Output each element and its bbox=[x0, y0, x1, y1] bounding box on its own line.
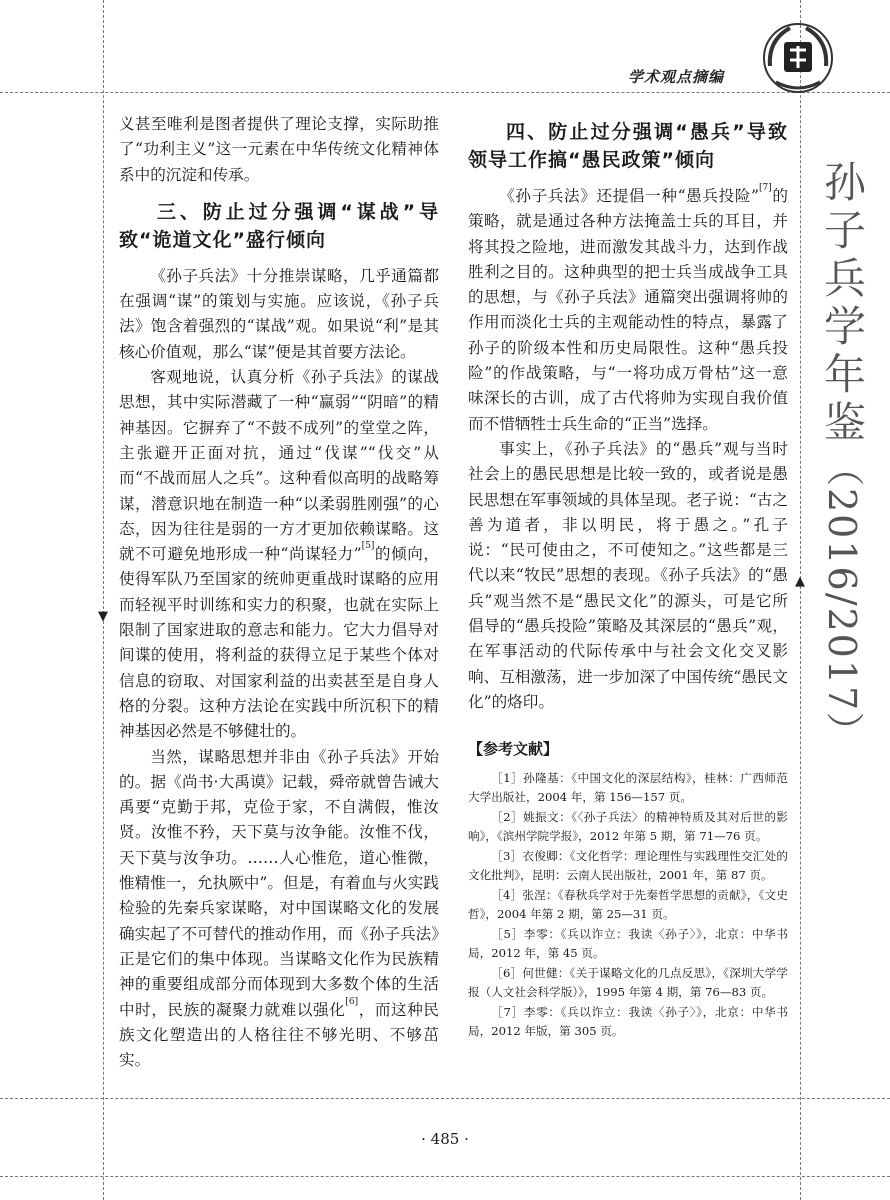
section-heading-3: 三、防止过分强调“谋战”导致“诡道文化”盛行倾向 bbox=[119, 200, 439, 251]
right-column bbox=[468, 118, 788, 1042]
citation-mark: [5] bbox=[361, 541, 375, 552]
paragraph bbox=[119, 365, 439, 744]
paragraph-text: 《孙子兵法》还提倡一种“愚兵投险” bbox=[499, 187, 760, 205]
reference-item: ［2］姚振文：《〈孙子兵法〉的精神特质及其对后世的影响》，《滨州学院学报》，2012 年第 5 期，第 71—76 页。 bbox=[468, 809, 788, 844]
reference-item: ［3］衣俊卿：《文化哲学：理论理性与实践理性交汇处的文化批判》，昆明：云南人民出版社，2001 年，第 87 页。 bbox=[468, 848, 788, 883]
left-marker-icon: ▼ bbox=[98, 609, 108, 624]
paragraph-text: 客观地说，认真分析《孙子兵法》的谋战思想，其中实际潜藏了一种“赢弱”“阴暗”的精神基因。它摒弃了“不鼓不成列”的堂堂之阵，主张避开正面对抗，通过“伐谋”“伐交”从而“不战而屈人之兵”。这种看似高明的战略筹谋，潜意识地在制造一种“以柔弱胜刚强”的心态，因为往往是弱的一方才更加依赖谋略。这就不可避免地形成一种“尚谋轻力” bbox=[119, 368, 439, 564]
bottom-dashed-border-1 bbox=[0, 1098, 890, 1099]
paragraph bbox=[119, 745, 439, 1074]
reference-item: ［7］李零：《兵以诈立：我读〈孙子〉》，北京：中华书局，2012 年版，第 305 页。 bbox=[468, 1004, 788, 1039]
right-marker-icon: ▲ bbox=[795, 574, 805, 589]
top-dashed-border bbox=[0, 92, 890, 93]
citation-mark: [6] bbox=[345, 996, 359, 1007]
journal-logo-icon bbox=[760, 20, 836, 96]
right-dashed-border bbox=[800, 0, 801, 1200]
reference-item: ［5］李零：《兵以诈立：我读〈孙子〉》，北京：中华书局，2012 年，第 45 页。 bbox=[468, 926, 788, 961]
section-label: 学术观点摘编 bbox=[628, 68, 725, 86]
journal-title-vertical bbox=[812, 160, 872, 752]
reference-item: ［6］何世健：《关于谋略文化的几点反思》，《深圳大学学报（人文社会科学版）》，1995 年第 4 期，第 76—83 页。 bbox=[468, 965, 788, 1000]
paragraph-text: 当然，谋略思想并非由《孙子兵法》开始的。据《尚书·大禹谟》记载，舜帝就曾告诫大禹要“克勤于邦，克俭于家，不自满假，惟汝贤。汝惟不矜，天下莫与汝争能。汝惟不伐，天下莫与汝争功。……人心惟危，道心惟微，惟精惟一，允执厥中”。但是，有着血与火实践检验的先秦兵家谋略，对中国谋略文化的发展确实起了不可替代的推动作用，而《孙子兵法》正是它们的集中体现。当谋略文化作为民族精神的重要组成部分而体现到大多数个体的生活中时，民族的凝聚力就难以强化 bbox=[119, 747, 439, 1019]
page-number: · 485 · bbox=[421, 1130, 469, 1148]
paragraph bbox=[468, 184, 788, 437]
section-heading-4: 四、防止过分强调“愚兵”导致领导工作搞“愚民政策”倾向 bbox=[468, 121, 788, 171]
paragraph: 《孙子兵法》十分推崇谋略，几乎通篇都在强调“谋”的策划与实施。应该说，《孙子兵法》饱含着强烈的“谋战”观。如果说“利”是其核心价值观，那么“谋”便是其首要方法论。 bbox=[119, 266, 439, 361]
citation-mark: [7] bbox=[759, 183, 772, 193]
paragraph-text: 的策略，就是通过各种方法掩盖士兵的耳目，并将其投之险地，进而激发其战斗力，达到作战胜利之目的。这种典型的把士兵当成战争工具的思想，与《孙子兵法》通篇突出强调将帅的作用而淡化士兵的主观能动性的特点，暴露了孙子的阶级本性和历史局限性。这种“愚兵投险”的作战策略，与“一将功成万骨枯”这一意味深长的古训，成了古代将帅为实现自我价值而不惜牺牲士兵生命的“正当”选择。 bbox=[468, 187, 788, 433]
paragraph-text: 的倾向，使得军队乃至国家的统帅更重战时谋略的应用而轻视平时训练和实力的积聚，也就在实际上限制了国家进取的意志和能力。它大力倡导对间谍的使用，将利益的获得立足于某些个体对信息的窃取、对国家利益的出卖甚至是自身人格的分裂。这种方法论在实践中所沉积下的精神基因必然是不够健壮的。 bbox=[119, 545, 439, 741]
bottom-dashed-border-2 bbox=[0, 1176, 890, 1177]
references-title: 【参考文献】 bbox=[468, 740, 559, 759]
reference-item: ［1］孙隆基：《中国文化的深层结构》，桂林：广西师范大学出版社，2004 年，第 156—157 页。 bbox=[468, 770, 788, 805]
journal-title: 孙子兵学年鉴 bbox=[818, 160, 867, 448]
paragraph: 事实上，《孙子兵法》的“愚兵”观与当时社会上的愚民思想是比较一致的，或者说是愚民思想在军事领域的具体呈现。老子说：“古之善为道者，非以明民，将于愚之。”孔子说：“民可使由之，不可使知之。”这些都是三代以来“牧民”思想的表现。《孙子兵法》的“愚兵”观当然不是“愚民文化”的源头，可是它所倡导的“愚兵投险”策略及其深层的“愚兵”观，在军事活动的代际传承中与社会文化交叉影响、互相激荡，进一步加深了中国传统“愚民文化”的烙印。 bbox=[468, 439, 788, 711]
reference-item: ［4］张涅：《春秋兵学对于先秦哲学思想的贡献》，《文史哲》，2004 年第 2 期，第 25—31 页。 bbox=[468, 887, 788, 922]
paragraph: 义甚至唯利是图者提供了理论支撑，实际助推了“功利主义”这一元素在中华传统文化精神体系中的沉淀和传承。 bbox=[119, 115, 439, 184]
left-dashed-border bbox=[103, 0, 104, 1200]
left-column bbox=[119, 112, 439, 1073]
journal-year: （2016/2017） bbox=[820, 448, 864, 753]
paragraph-text: ，而这种民族文化塑造出的人格往往不够光明、不够茁实。 bbox=[119, 1000, 439, 1070]
